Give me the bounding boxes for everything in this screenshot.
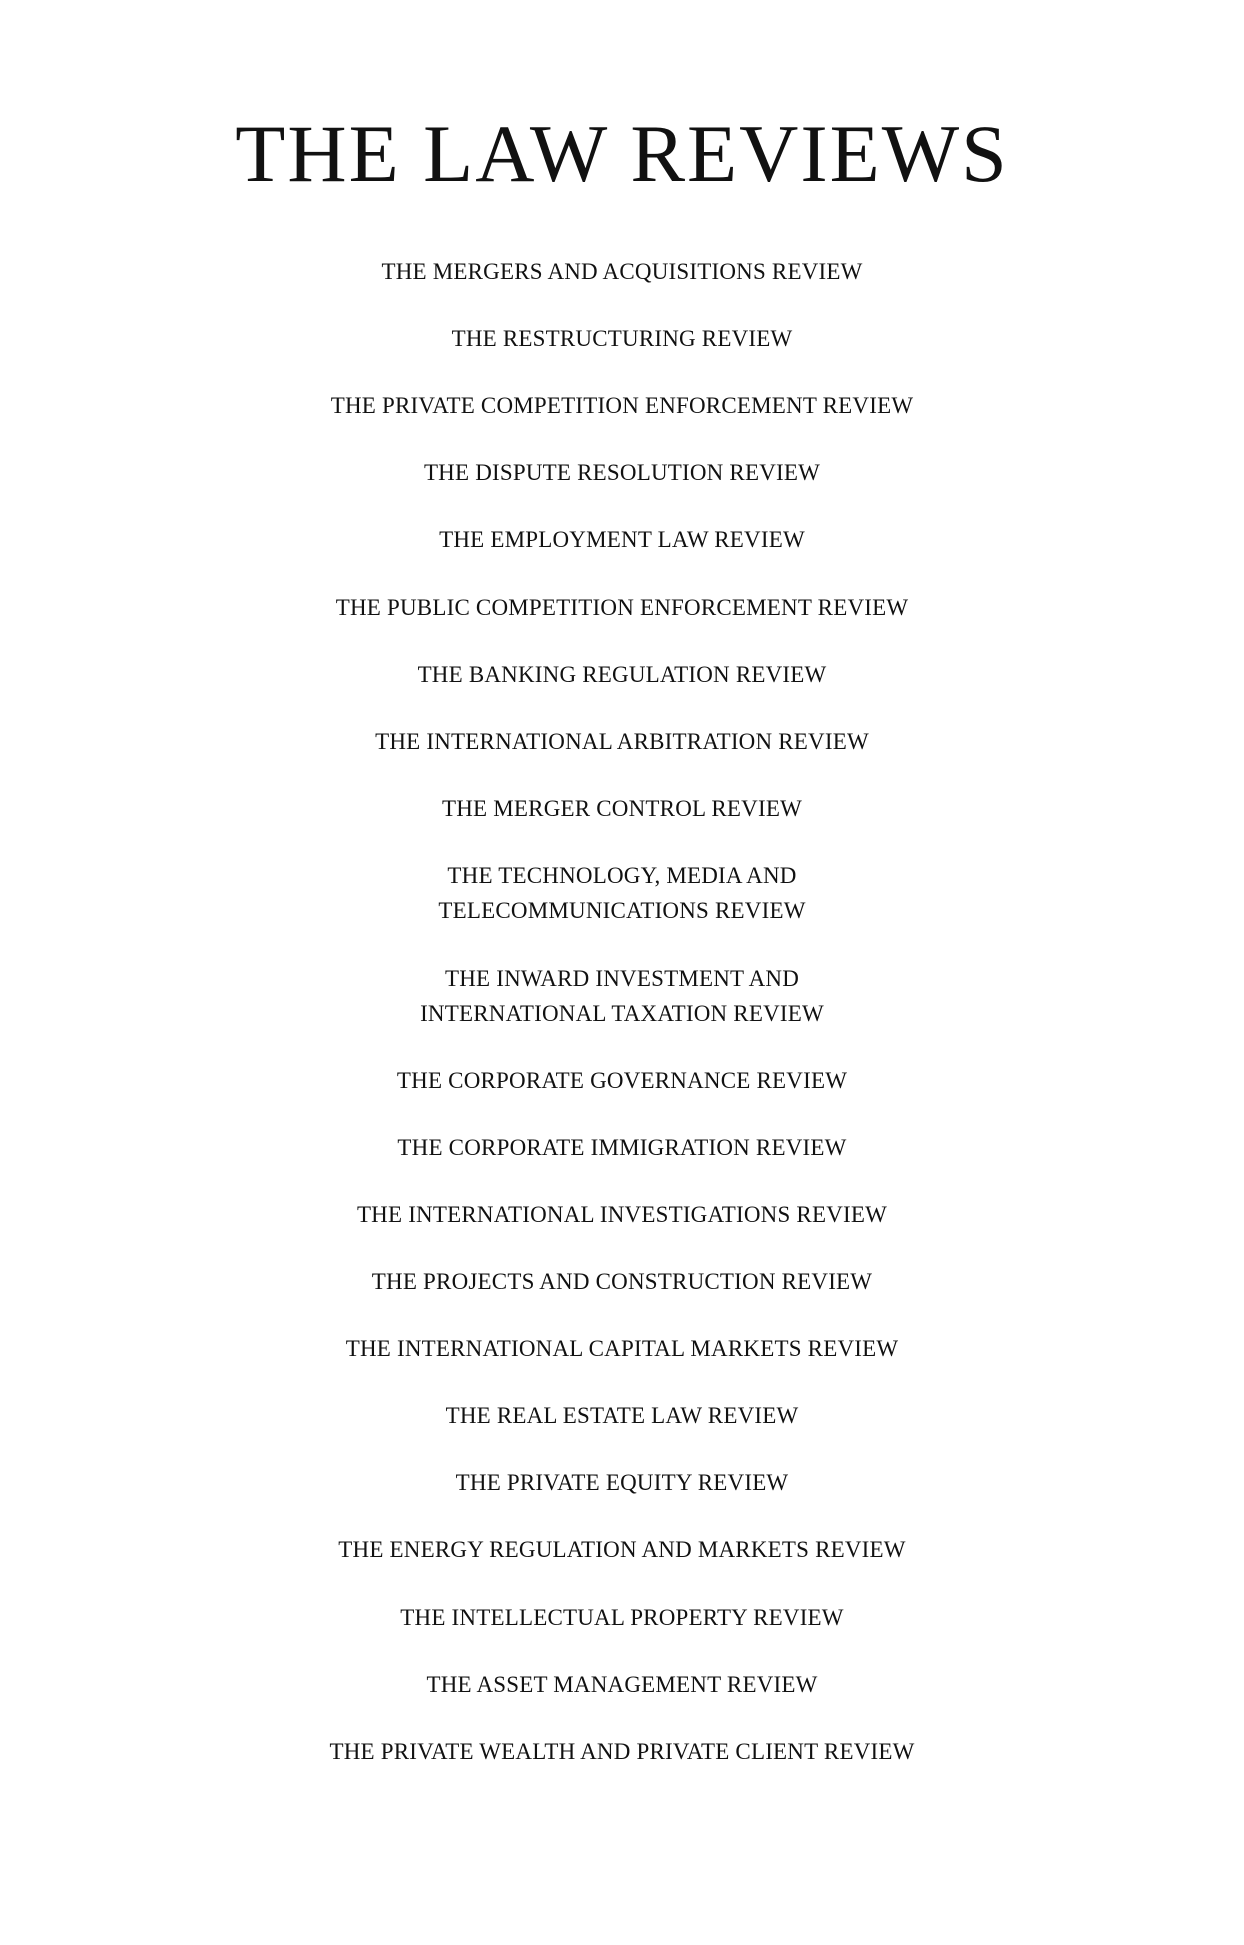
review-title-line: INTERNATIONAL TAXATION REVIEW — [420, 1001, 824, 1026]
review-title-line: THE ENERGY REGULATION AND MARKETS REVIEW — [338, 1537, 906, 1562]
review-item — [0, 254, 1244, 289]
review-item — [0, 590, 1244, 625]
review-title-line: THE REAL ESTATE LAW REVIEW — [445, 1403, 799, 1428]
review-title-line: THE PROJECTS AND CONSTRUCTION REVIEW — [371, 1269, 873, 1294]
review-item — [0, 1331, 1244, 1366]
review-title-line: THE INTERNATIONAL ARBITRATION REVIEW — [375, 729, 869, 754]
review-title-line: THE BANKING REGULATION REVIEW — [417, 662, 827, 687]
review-item — [0, 657, 1244, 692]
review-item — [0, 1130, 1244, 1165]
review-item — [0, 321, 1244, 356]
review-title-line: THE TECHNOLOGY, MEDIA AND — [447, 863, 797, 888]
review-title-line: THE CORPORATE IMMIGRATION REVIEW — [397, 1135, 847, 1160]
review-title-line: THE INTERNATIONAL INVESTIGATIONS REVIEW — [356, 1202, 888, 1227]
review-item — [0, 522, 1244, 557]
review-title-line: THE INTERNATIONAL CAPITAL MARKETS REVIEW — [345, 1336, 899, 1361]
review-item — [0, 388, 1244, 423]
review-item — [0, 1197, 1244, 1232]
review-item — [0, 1532, 1244, 1567]
review-title-line: THE PRIVATE WEALTH AND PRIVATE CLIENT REVIEW — [329, 1739, 915, 1764]
review-title-line: THE INTELLECTUAL PROPERTY REVIEW — [400, 1605, 844, 1630]
review-title-line: THE PRIVATE COMPETITION ENFORCEMENT REVIEW — [330, 393, 914, 418]
review-title-line: THE MERGERS AND ACQUISITIONS REVIEW — [381, 259, 863, 284]
review-item — [0, 1398, 1244, 1433]
review-title-line: THE ASSET MANAGEMENT REVIEW — [426, 1672, 818, 1697]
review-item — [0, 1465, 1244, 1500]
review-title-line: TELECOMMUNICATIONS REVIEW — [438, 898, 806, 923]
review-item — [0, 791, 1244, 826]
review-title-line: THE EMPLOYMENT LAW REVIEW — [439, 527, 805, 552]
review-title-line: THE PUBLIC COMPETITION ENFORCEMENT REVIEW — [335, 595, 909, 620]
review-title-line: THE MERGER CONTROL REVIEW — [442, 796, 802, 821]
review-item — [0, 1667, 1244, 1702]
review-item — [0, 1734, 1244, 1769]
review-title-line: THE PRIVATE EQUITY REVIEW — [455, 1470, 789, 1495]
review-title-line: THE RESTRUCTURING REVIEW — [451, 326, 793, 351]
review-item — [0, 455, 1244, 490]
page-title: THE LAW REVIEWS — [235, 108, 1009, 199]
review-item — [0, 1063, 1244, 1098]
review-item — [0, 961, 1244, 1031]
review-title-line: THE DISPUTE RESOLUTION REVIEW — [423, 460, 821, 485]
review-item — [0, 858, 1244, 928]
review-item — [0, 1264, 1244, 1299]
review-title-line: THE CORPORATE GOVERNANCE REVIEW — [396, 1068, 848, 1093]
review-title-line: THE INWARD INVESTMENT AND — [444, 966, 800, 991]
review-item — [0, 724, 1244, 759]
review-item — [0, 1600, 1244, 1635]
